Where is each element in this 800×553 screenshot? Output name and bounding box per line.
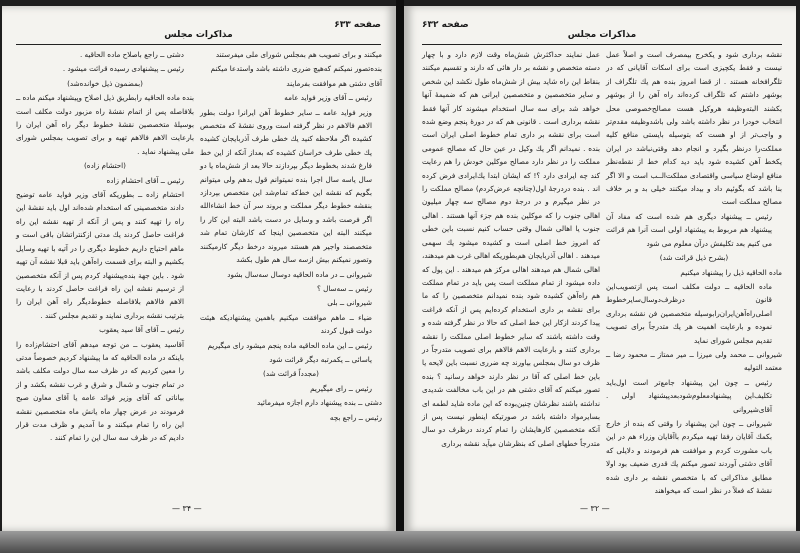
speech: رئیس ــ پیشنهاد دیگری هم شده است که مفاد آن پیشنهاد هم مربوط به پیشنهاد اولی است آنرا هم قرائت می کنیم بعد تکلیفش درآن معلوم می شود [606,211,772,248]
speaker-line: رئیس ــ آقای وزیر فواید عامه [284,93,372,103]
book-gutter [396,0,404,553]
speaker-line: رئیس ــ آقای احتشام زاده [106,175,184,185]
page-number-label: صفحه ۶۳۲ [422,20,469,30]
text-column-right [606,48,782,498]
speech: احتشام زاده ــ بطوریکه آقای وزیر فواید عامه توضیح دادند متخصصینی که استخدام شده‌اند اول باید نقشهٔ این راه را تهیه کنند و پس از آنکه از تهیه نقشه این راه فراغت حاصل کردند یك مدتی ازکنتراتشان باقی است و ماهم احتیاج داریم خطوط دیگری را در آتیه با تهیه وسایل بکشیم و البته برای قسمت راه‌آهن باید قبلا نقشه آن تهیه شود . باین جهة بنده‌پیشنهاد کردم پس از آنکه متخصصین از ترسیم نقشه این راه فراغت حاصل کردند با رعایت الاهم فالاهم بلافاصله خطوط‌دیگر راه آهن ایران را بترتیب نقشه برداری نمایند و تقدیم مجلس کنند . [16,190,184,320]
speaker-line: شیروانی ــ بلی [327,298,372,308]
page-header [422,20,782,42]
speaker-line: رئیس ــ راجع بچه [329,412,382,422]
paragraph: بنده‌تصور نمیکنم که‌هیچ ضرری داشته باشد واستدعا میکنم [210,64,382,74]
speech: آقاسید یعقوب ــ من توجه میدهم آقای احتشام‌زاده را باینکه در ماده الحاقیه که ما پیشنهاد کردیم خصوصاً مدتی را معین کردیم که در ظرف سه سال دولت مکلف باشد در تمام جنوب و شمال و شرق و غرب نقشه بکشد و از بیاناتی که آقای وزیر فوائد عامه یا آقای معاون صبح فرمودند در عرض چهار ماه یانش ماه متخصصین نقشه این راه را تمام میکنند و ما آمدیم و ظرف مدت قرار دادیم که در ظرف سه سال این را تمام کنند . [16,339,184,443]
speech: نقشه برداری شود و یکخرج بیمصرف است و اصلاً عمل نیست و فقط یکچیزی است برای اسکات آقایانی که در تلگرافخانه هستند . از قضا امروز بنده هم یك تلگراف از بوشهر داشتم که تلگراف کرده‌اند راه آهن را از بوشهر بکشند البته‌وظیفه هروکیل هست مصالح‌خصوصی محل انتخاب خودرا در نظر داشته باشد ولی باشد‌وظیفه مقدم‌تر و واجب‌تر از او هست که بتوسیله بایستی منافع کلیه مملکت‌را درنظر بگیرد و انجام دهد وقتی‌نباشد در ایران یکخط آهن کشیده شود باید دید کدام خط از نقطه‌نظر منافع اوضاع سیاسی واقتصادی مملکت‌الــب است و الا اگر بنا باشد که بگوئیم داد و بیداد میکنند خیلی بد و بر خلاف مصالح مملکت است [606,50,782,207]
speaker-line: رئیس ــ رای میگیریم [310,383,372,393]
page-number-label: صفحه ۶۳۳ [334,20,381,30]
running-title: مذاکرات مجلس [164,30,233,40]
page-footer-number: — ۳۴ — [172,504,202,513]
signatories: شیروانی ــ محمد ولی میرزا ــ میر ممتاز ــ محمود رضا ــ معتمد التولیه [606,349,782,373]
speaker-line: دشتی ــ بنده پیشنهاد دارم اجازه میفرمائید [256,398,382,408]
speaker-line: شیروانی ــ در ماده الحاقیه دوسال سه‌سال بشود [227,269,372,279]
stage-direction: (مجدداً قرائت شد) [263,369,319,379]
running-title: مذاکرات مجلس [567,30,637,40]
left-page [2,6,396,531]
speech: شیروانی ــ چون این پیشنهاد را وقتی که بنده از خارج بکمك آقایان رفقا تهیه میکردم باآقایان وزراء هم در این باب مشورت کردم و موافقت هم فرمودند و دلایلی که آقای دشتی آوردند تصور میکنم یك قدری ضعیف بود اولا مطابق مذاکراتی که با متخصص نقشه بر داری شده نقشهٔ که فعلاً در نظر است که میخواهند [606,418,772,495]
page-header [16,20,381,42]
proposal-text: بنده ماده الحاقیه رابطریق ذیل اصلاح وپیشنهاد میکنم ماده ــ بلافاصله پس از اتمام نقشهٔ راه مزبور دولت مکلف است بوسیلهٔ متخصصین نقشهٔ خطوط دیگر راه آهن ایران را بارعایت الاهم فالاهم تهیه و برای تصویب بمجلس شورای ملی پیشنهاد نماید . [16,93,194,156]
signature: (احتشام زاده) [84,161,126,171]
text-column-left [16,48,194,446]
speech: وزیر فواید عامه ــ سایر خطوط آهن ایرانرا دولت بطور الاهم فالاهم در نظر گرفته است وروی نقشهٔ که متخصص کشیده اگر ملاحظه کنید یك خطی طرف آذربایجان کشیده یك خطی طرف خراسان کشیده که بعداز آنکه از این خط فارغ شدند بخطوط دیگر بپردازند حالا بعد از شش‌ماه یا دو سال یاسه سال اجرا بنده نمیتوانم قول بدهم ولی میتوانم بگویم که نقشه این خط‌که تمام‌شد این متخصص بپردازد بنقشه خطوط دیگر مملکت و بروند سر آن خط انشاءالله اگر فرصت باشد و وسایل در دست باشد البته این کار را میکنند البته این متخصصین اینجا که کارشان تمام شد متخصصند واجیر هم هستند میروند درخط دیگر کارمیکنند وتصور نمیکنم بیش ازسه سال هم طول بکشد [200,107,372,265]
scan-edge [0,531,800,553]
stage-direction: (بشرح ذیل قرائت شد) [659,253,729,263]
speech: ضیاء ــ ماهم موافقت میکنیم باهمین پیشنهادیکه هیئت دولت قبول کردند [200,312,372,336]
speaker-line: رئیس ــ آقای آقا سید یعقوب [99,325,184,335]
paragraph: آقای دشتی هم موافقت بفرمایند [286,78,382,88]
page-footer-number: — ۳۲ — [580,504,610,513]
speaker-line: رئیس ــ پیشنهادی رسیده قرائت میشود . [62,64,184,74]
speaker-line: دشتی ــ راجع باصلاح ماده الحاقیه . [79,50,184,59]
text-column-right [200,48,382,425]
text-column-left [422,48,600,451]
header-rule [16,44,381,45]
proposal-heading: ماده الحاقیه ذیل را پیشنهاد میکنیم [680,267,782,277]
header-rule [422,44,782,45]
proposal-text: ماده الحاقیه ــ دولت مکلف است پس ازتصویب‌این قانون درظرف‌دوسال‌سایرخطوط اصلی‌راه‌آهن‌ایران‌رابوسیله متخصصین فن نقشه برداری نموده و بارعایت اهمیت هر یك متدرجاً برای تصویب تقدیم مجلس شورای نماید [606,281,772,345]
speech: رئیس ــ چون این پیشنهاد جامع‌تر است اول‌باید تکلیف‌این پیشنهادمعلوم‌شود‌بعدپیشنهاد اولی . آقای‌شیروانی [606,377,772,414]
stage-direction: (بمضمون ذیل خوانده‌شد) [67,78,143,88]
speech: عمل نمایند حداکثرش شش‌ماه وقت لازم دارد و با چهار دسته متخصص و نقشه بر دار هائی که دارند و تقسیم میکنند بنقاط این راه شاید بیش از شش‌ماه طول نکشد این شخص و سایر متخصصین و متخصصین ایرانی هم که ضمیمهٔ آنها خواهد شد برای سه سال استخدام میشوند کار آنها فقط نقشه برداری است . قانونی هم که در دورهٔ پنجم وضع شده است برای نقشه بر داری تمام خطوط اصلی ایران است بنده . نمیدانم اگر یك وکیل در عین حال که مصالح عمومی مملکت را در نظر دارد مصالح موکلین خودش را هم رعایت کند چه ایرادی دارد ؟! که ایشان ابتدا یك‌ایرادی فرض کرده اند . بنده دردرجهٔ اول(چنانچه عرض‌کردم) مصالح مملکت را در نظر میگیرم و در درجهٔ دوم مصالح سه چهار میلیون اهالی جنوب را که موکلین بنده هم جزء آنها هستند . اهالی جنوب یا اهالی شمال وقتی حساب کنیم نسبت باین خطی که امروز خط اصلی است و کشیده میشود یك سهمی میدهند . اهالی آذربایجان هم‌بطوریکه اهالی غرب هم میدهند‌، اهالی شمال هم میدهند اهالی مرکز هم میدهند . این پول که داده میشود از تمام مملکت است پس باید در تمام مملکت هم راه‌آهن کشیده شود بنده نمیدانم متخصصین را که ما برای نقشه بر داری استخدام کرده‌ایم پس از آنکه فراغت پیدا کردند ازکار این خط اصلی که حالا در نظر گرفته شده و وقت داشته باشند که سایر خطوط اصلی مملکت را نقشه برداری کنند و بارعایت الاهم فالاهم برای تصویب متدرجاً در ظرف دو سال بمجلس بیاورند چه ضرری نسبت باین لایحه یا باین خط اصلی که آقا در نظر دارند خواهد رسانید ؟ بنده تصور میکنم که آقای دشتی هم در این باب مخالفت شدیدی نداشته باشند نظرشان چنین‌بوده که این ماده شاید لطمه ای بسایرمواد داشته باشد در صورتیکه اینطور نیست پس از آنکه متخصصین کارهایشان را تمام کردند درظرف دو سال متدرجاً خطهای اصلی که بنظرشان میآید نقشه برداری [422,50,600,448]
speaker-line: یاسائی ــ یکمرتبه دیگر قرائت شود [269,354,372,364]
paragraph: میکنند و برای تصویب هم بمجلس شورای ملی میفرستند [215,50,382,59]
right-page [404,6,796,531]
speaker-line: رئیس ــ سه‌سال ؟ [317,283,372,293]
speech: رئیس ــ این ماده الحاقیه ماده پنجم میشود رای میگیریم [207,340,372,350]
